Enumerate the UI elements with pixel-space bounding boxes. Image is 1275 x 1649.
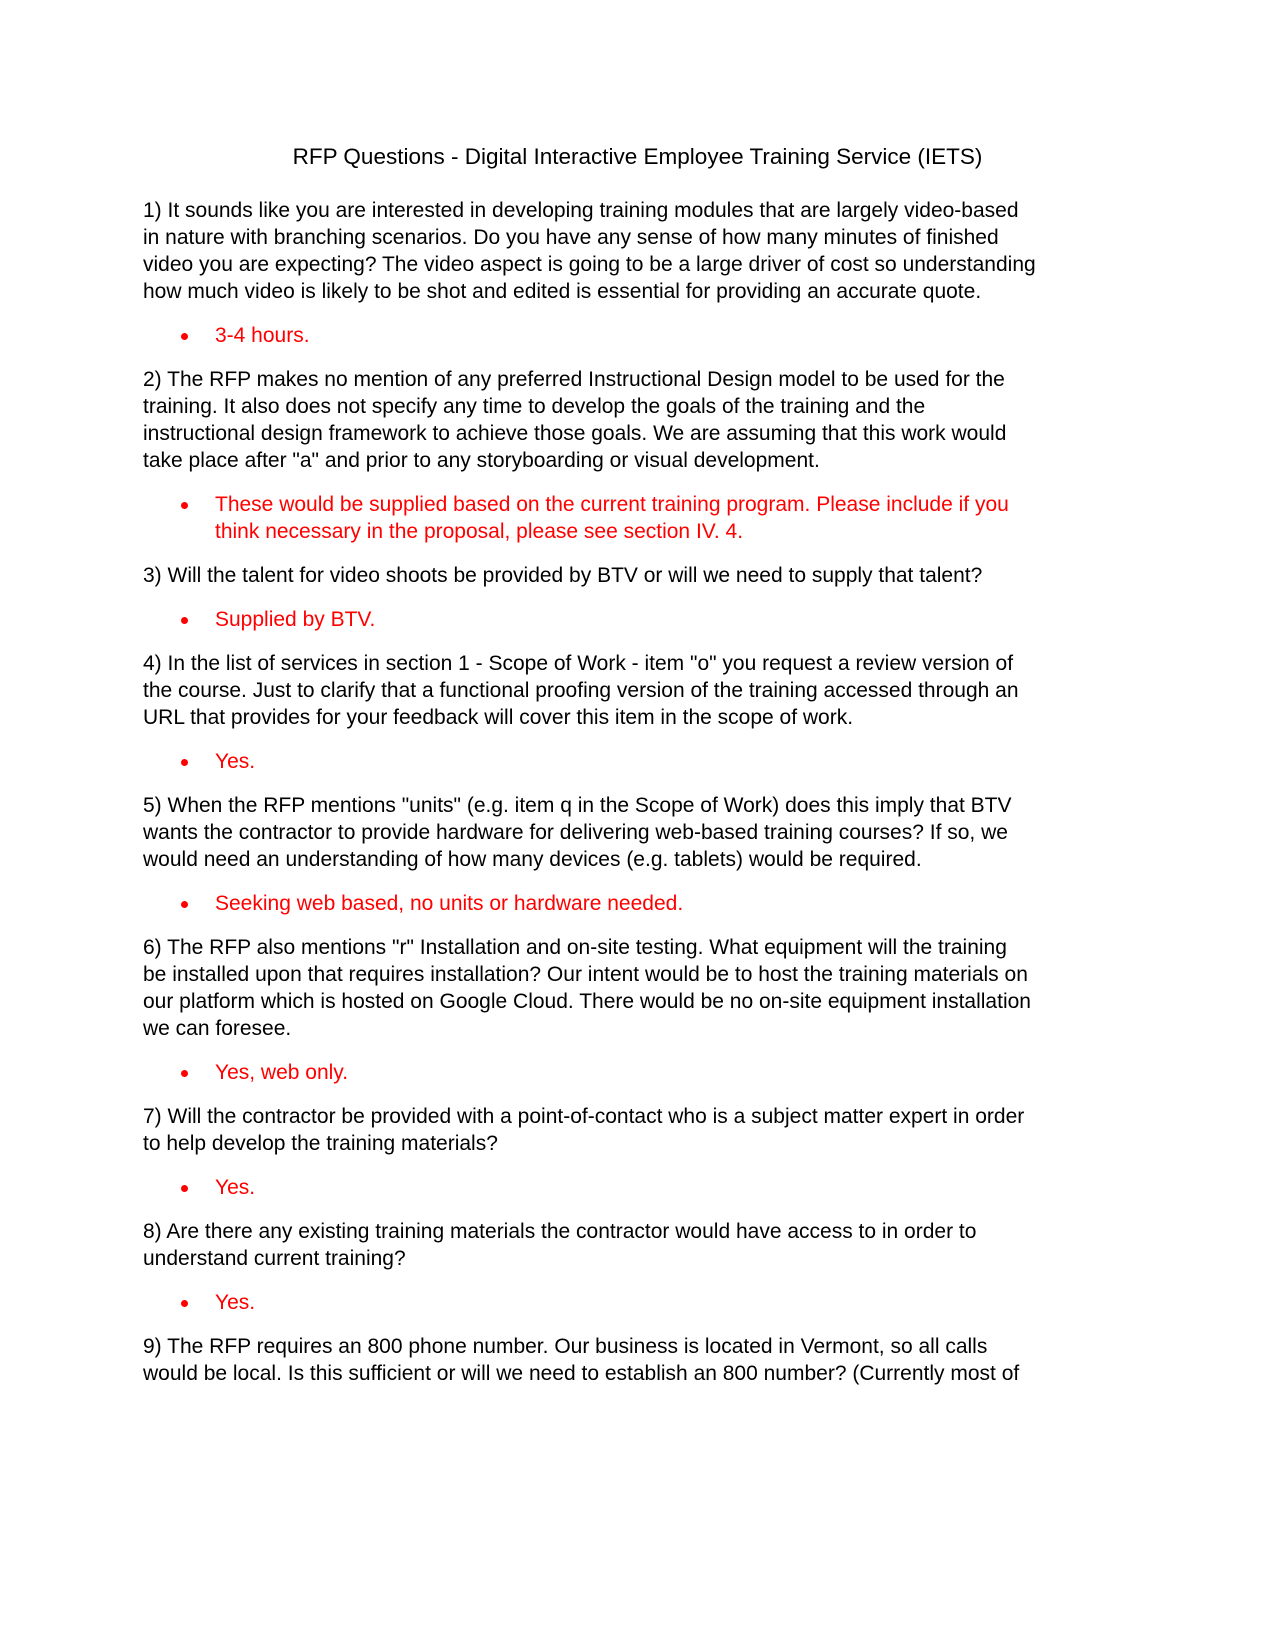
bullet-icon: [181, 617, 188, 624]
question-line: the course. Just to clarify that a functional proofing version of the training accessed through an: [143, 679, 1019, 702]
answer-line: 3-4 hours.: [215, 324, 310, 347]
question-line: 8) Are there any existing training materials the contractor would have access to in order to: [143, 1220, 977, 1243]
question-line: to help develop the training materials?: [143, 1132, 498, 1155]
bullet-icon: [181, 759, 188, 766]
answer-1: [143, 322, 1143, 349]
question-line: be installed upon that requires installation? Our intent would be to host the training materials on: [143, 963, 1028, 986]
answer-line: think necessary in the proposal, please see section IV. 4.: [215, 520, 744, 543]
bullet-icon: [181, 1185, 188, 1192]
question-line: 6) The RFP also mentions "r" Installation and on-site testing. What equipment will the training: [143, 936, 1007, 959]
answer-2: [143, 491, 1143, 545]
question-9: [143, 1333, 1143, 1387]
question-line: 3) Will the talent for video shoots be provided by BTV or will we need to supply that talent?: [143, 564, 983, 587]
qa-list: [143, 197, 1143, 1404]
answer-8: [143, 1289, 1143, 1316]
question-line: would need an understanding of how many devices (e.g. tablets) would be required.: [143, 848, 922, 871]
bullet-icon: [181, 1300, 188, 1307]
question-3: [143, 562, 1143, 589]
question-2: [143, 366, 1143, 474]
question-line: our platform which is hosted on Google Cloud. There would be no on-site equipment installation: [143, 990, 1031, 1013]
answer-line: Yes, web only.: [215, 1061, 349, 1084]
answer-3: [143, 606, 1143, 633]
bullet-icon: [181, 333, 188, 340]
question-line: would be local. Is this sufficient or will we need to establish an 800 number? (Currently most of: [143, 1362, 1020, 1385]
answer-line: Seeking web based, no units or hardware needed.: [215, 892, 684, 915]
question-8: [143, 1218, 1143, 1272]
question-line: 1) It sounds like you are interested in developing training modules that are largely video-based: [143, 199, 1019, 222]
question-6: [143, 934, 1143, 1042]
answer-7: [143, 1174, 1143, 1201]
answer-line: Yes.: [215, 1291, 256, 1314]
question-4: [143, 650, 1143, 731]
question-line: understand current training?: [143, 1247, 406, 1270]
question-line: 9) The RFP requires an 800 phone number. Our business is located in Vermont, so all calls: [143, 1335, 988, 1358]
question-line: 4) In the list of services in section 1 - Scope of Work - item "o" you request a review version of: [143, 652, 1014, 675]
question-line: 2) The RFP makes no mention of any preferred Instructional Design model to be used for the: [143, 368, 1005, 391]
answer-line: These would be supplied based on the current training program. Please include if you: [215, 493, 1009, 516]
question-line: we can foresee.: [143, 1017, 292, 1040]
answer-line: Yes.: [215, 750, 256, 773]
answer-4: [143, 748, 1143, 775]
question-line: instructional design framework to achieve those goals. We are assuming that this work would: [143, 422, 1007, 445]
answer-line: Yes.: [215, 1176, 256, 1199]
bullet-icon: [181, 502, 188, 509]
answer-5: [143, 890, 1143, 917]
question-line: training. It also does not specify any time to develop the goals of the training and the: [143, 395, 926, 418]
question-line: take place after "a" and prior to any storyboarding or visual development.: [143, 449, 820, 472]
answer-6: [143, 1059, 1143, 1086]
question-line: 7) Will the contractor be provided with a point-of-contact who is a subject matter expert in order: [143, 1105, 1025, 1128]
question-5: [143, 792, 1143, 873]
question-line: how much video is likely to be shot and edited is essential for providing an accurate quote.: [143, 280, 982, 303]
document-title: RFP Questions - Digital Interactive Employee Training Service (IETS): [292, 144, 983, 169]
question-line: URL that provides for your feedback will cover this item in the scope of work.: [143, 706, 854, 729]
question-line: 5) When the RFP mentions "units" (e.g. item q in the Scope of Work) does this imply that BTV: [143, 794, 1012, 817]
bullet-icon: [181, 901, 188, 908]
question-line: wants the contractor to provide hardware for delivering web-based training courses? If so, we: [143, 821, 1008, 844]
question-line: in nature with branching scenarios. Do you have any sense of how many minutes of finished: [143, 226, 999, 249]
answer-line: Supplied by BTV.: [215, 608, 376, 631]
bullet-icon: [181, 1070, 188, 1077]
question-line: video you are expecting? The video aspect is going to be a large driver of cost so understanding: [143, 253, 1036, 276]
question-7: [143, 1103, 1143, 1157]
question-1: [143, 197, 1143, 305]
